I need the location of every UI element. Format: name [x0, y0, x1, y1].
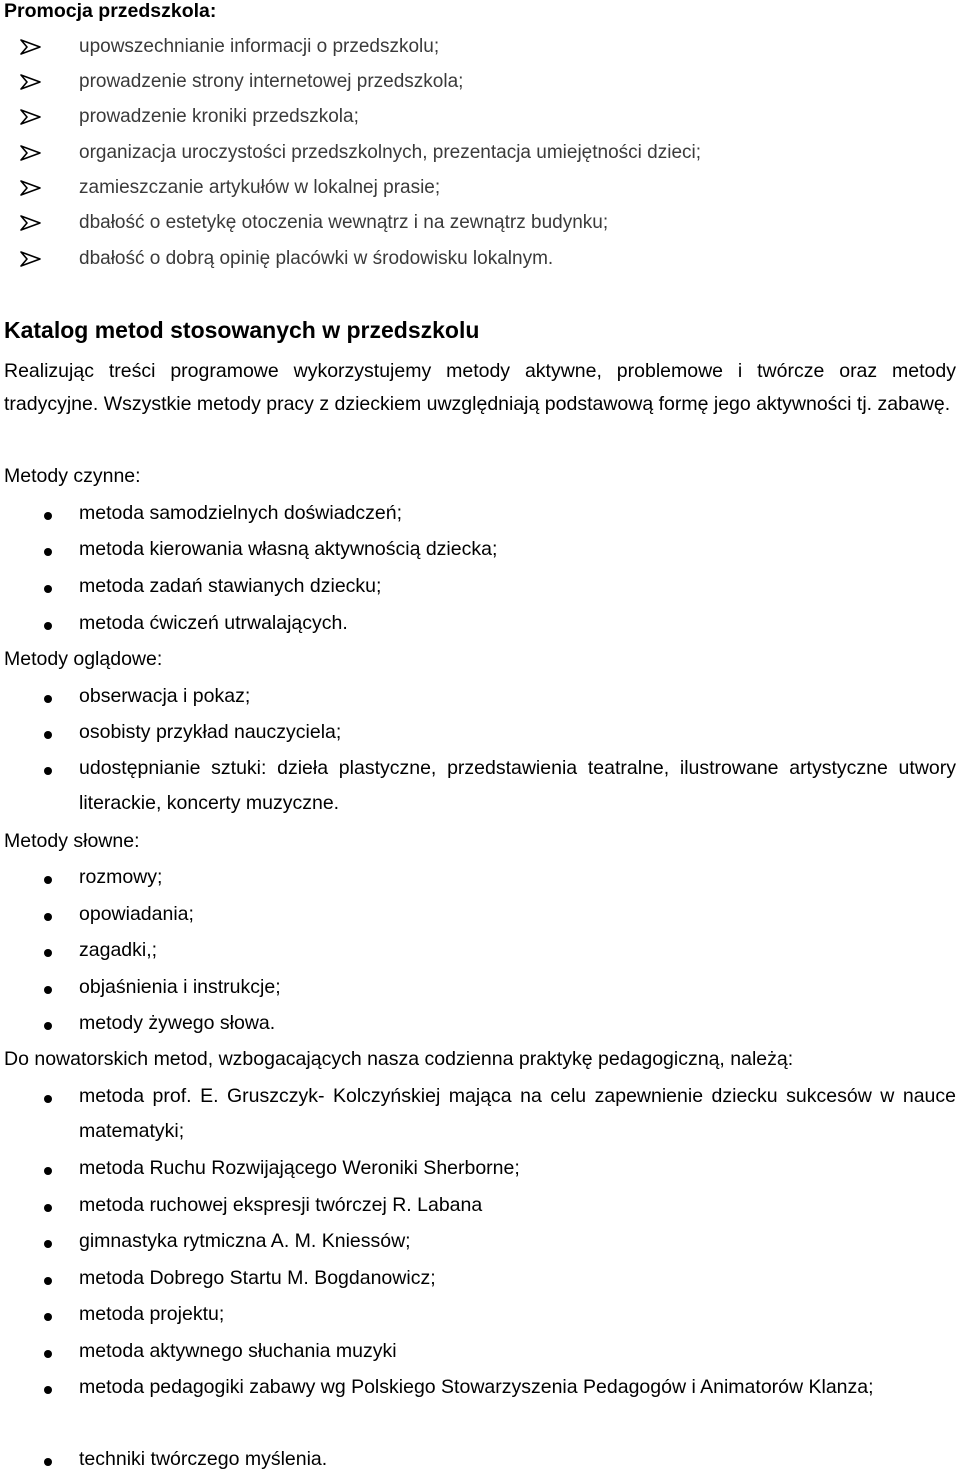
nowatorskie-item-text: metoda aktywnego słuchania muzyki — [79, 1340, 397, 1362]
promo-item-text: dbałość o estetykę otoczenia wewnątrz i na zewnątrz budynku; — [79, 212, 609, 233]
ogladowe-item-text: obserwacja i pokaz; — [79, 685, 251, 707]
nowatorskie-item-text: metoda Ruchu Rozwijającego Weroniki Sherborne; — [79, 1157, 520, 1179]
arrow-bullet-icon — [20, 214, 42, 232]
slowne-item-text: metody żywego słowa. — [79, 1012, 276, 1034]
bullet-dot-icon — [44, 695, 52, 703]
bullet-dot-icon — [44, 876, 52, 884]
bullet-dot-icon — [44, 585, 52, 593]
arrow-bullet-icon — [20, 144, 42, 162]
bullet-dot-icon — [44, 622, 52, 630]
promo-item-text: zamieszczanie artykułów w lokalnej prasie; — [79, 177, 441, 198]
bullet-dot-icon — [44, 512, 52, 520]
nowatorskie-item-text: metoda projektu; — [79, 1303, 225, 1325]
bullet-dot-icon — [44, 1313, 52, 1321]
arrow-bullet-icon — [20, 73, 42, 91]
nowatorskie-item-text: metoda prof. E. Gruszczyk- Kolczyńskiej mająca na celu zapewnienie dziecku sukcesów w nauce matematyki; — [79, 1085, 956, 1142]
promo-item-text: prowadzenie kroniki przedszkola; — [79, 106, 359, 127]
bullet-dot-icon — [44, 1022, 52, 1030]
katalog-intro: Realizując treści programowe wykorzystujemy metody aktywne, problemowe i twórcze oraz metody tradycyjne. Wszystkie metody pracy z dzieckiem uwzględniają podstawową formę jego aktywności tj. zabawę. — [4, 360, 956, 415]
czynne-label: Metody czynne: — [4, 465, 141, 487]
promo-item-text: organizacja uroczystości przedszkolnych, prezentacja umiejętności dzieci; — [79, 142, 702, 163]
arrow-bullet-icon — [20, 108, 42, 126]
bullet-dot-icon — [44, 731, 52, 739]
czynne-item-text: metoda zadań stawianych dziecku; — [79, 575, 382, 597]
slowne-item-text: objaśnienia i instrukcje; — [79, 976, 281, 998]
slowne-item-text: zagadki,; — [79, 939, 158, 961]
ogladowe-label: Metody oglądowe: — [4, 648, 163, 670]
bullet-dot-icon — [44, 1458, 52, 1466]
promo-heading: Promocja przedszkola: — [4, 0, 217, 22]
czynne-item-text: metoda kierowania własną aktywnością dziecka; — [79, 538, 498, 560]
slowne-label: Metody słowne: — [4, 830, 140, 852]
bullet-dot-icon — [44, 548, 52, 556]
bullet-dot-icon — [44, 949, 52, 957]
nowatorskie-item-text: metoda pedagogiki zabawy wg Polskiego Stowarzyszenia Pedagogów i Animatorów Klanza; — [79, 1376, 874, 1398]
ogladowe-item-text: osobisty przykład nauczyciela; — [79, 721, 342, 743]
nowatorskie-item-text: gimnastyka rytmiczna A. M. Kniessów; — [79, 1230, 411, 1252]
bullet-dot-icon — [44, 913, 52, 921]
slowne-item-text: rozmowy; — [79, 866, 163, 888]
ogladowe-item-text: udostępnianie sztuki: dzieła plastyczne, przedstawienia teatralne, ilustrowane artystyczne utwory literackie, koncerty muzyczne. — [79, 757, 956, 814]
bullet-dot-icon — [44, 1277, 52, 1285]
bullet-dot-icon — [44, 1095, 52, 1103]
nowatorskie-item-text: metoda Dobrego Startu M. Bogdanowicz; — [79, 1267, 436, 1289]
bullet-dot-icon — [44, 986, 52, 994]
bullet-dot-icon — [44, 1167, 52, 1175]
arrow-bullet-icon — [20, 38, 42, 56]
czynne-item-text: metoda ćwiczeń utrwalających. — [79, 612, 348, 634]
nowatorskie-item-text: metoda ruchowej ekspresji twórczej R. Labana — [79, 1194, 483, 1216]
promo-item-text: dbałość o dobrą opinię placówki w środowisku lokalnym. — [79, 248, 554, 269]
bullet-dot-icon — [44, 1204, 52, 1212]
nowatorskie-item-text: techniki twórczego myślenia. — [79, 1448, 328, 1470]
arrow-bullet-icon — [20, 250, 42, 268]
bullet-dot-icon — [44, 1386, 52, 1394]
bullet-dot-icon — [44, 1240, 52, 1248]
bullet-dot-icon — [44, 767, 52, 775]
nowatorskie-label: Do nowatorskich metod, wzbogacających nasza codzienna praktykę pedagogiczną, należą: — [4, 1048, 794, 1070]
promo-item-text: upowszechnianie informacji o przedszkolu; — [79, 36, 440, 57]
arrow-bullet-icon — [20, 179, 42, 197]
slowne-item-text: opowiadania; — [79, 903, 194, 925]
katalog-heading: Katalog metod stosowanych w przedszkolu — [4, 317, 480, 343]
bullet-dot-icon — [44, 1350, 52, 1358]
czynne-item-text: metoda samodzielnych doświadczeń; — [79, 502, 403, 524]
promo-item-text: prowadzenie strony internetowej przedszkola; — [79, 71, 464, 92]
